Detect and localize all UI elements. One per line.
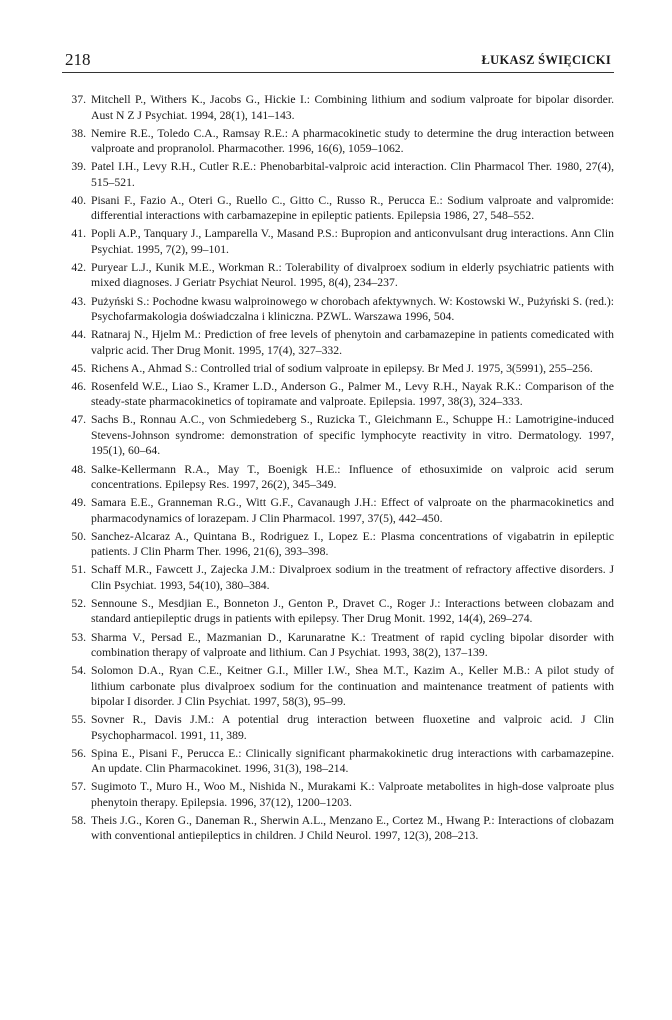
reference-text: Mitchell P., Withers K., Jacobs G., Hickie I.: Combining lithium and sodium valproate for bipolar disorder. Aust N Z J Psychiat. 1994, 28(1), 141–143. xyxy=(91,93,614,122)
reference-text: Richens A., Ahmad S.: Controlled trial of sodium valproate in epilepsy. Br Med J. 1975, 3(5991), 255–256. xyxy=(91,361,593,375)
reference-number: 50. xyxy=(71,529,86,543)
reference-text: Sharma V., Persad E., Mazmanian D., Karunaratne K.: Treatment of rapid cycling bipolar disorder with combination therapy of valproate and lithium. Can J Psychiat. 1993, 38(2), 137–139. xyxy=(91,630,614,659)
reference-number: 55. xyxy=(71,713,86,727)
reference-number: 40. xyxy=(71,193,86,207)
reference-number: 45. xyxy=(71,361,86,375)
reference-item xyxy=(62,327,614,358)
reference-text: Theis J.G., Koren G., Daneman R., Sherwin A.L., Menzano E., Cortez M., Hwang P.: Interactions of clobazam with conventional antiepileptics in children. J Child Neurol. 1997, 12(3), 208–213. xyxy=(91,813,614,843)
reference-item xyxy=(62,462,614,493)
reference-number: 48. xyxy=(71,462,86,476)
reference-item xyxy=(62,596,614,627)
page-number: 218 xyxy=(65,50,91,69)
reference-item xyxy=(62,495,614,526)
reference-item xyxy=(62,529,614,560)
reference-item xyxy=(62,226,614,257)
reference-number: 56. xyxy=(71,746,86,760)
reference-text: Ratnaraj N., Hjelm M.: Prediction of free levels of phenytoin and carbamazepine in patients comedicated with valpric acid. Ther Drug Monit. 1995, 17(4), 327–332. xyxy=(91,328,614,357)
reference-number: 37. xyxy=(71,93,86,106)
running-head-author: ŁUKASZ ŚWIĘCICKI xyxy=(481,53,611,67)
reference-number: 47. xyxy=(71,413,86,427)
reference-item xyxy=(62,92,614,123)
reference-number: 54. xyxy=(71,664,86,678)
reference-text: Pużyński S.: Pochodne kwasu walproinowego w chorobach afektywnych. W: Kostowski W., Pużyński S. (red.): Psychofarmakologia doświadczalna i kliniczna. PZWL. Warszawa 1996, 504. xyxy=(91,294,614,324)
reference-item xyxy=(62,746,614,777)
reference-number: 44. xyxy=(71,328,86,342)
reference-item xyxy=(62,663,614,710)
reference-text: Salke-Kellermann R.A., May T., Boenigk H.E.: Influence of ethosuximide on valproic acid serum concentrations. Epilepsy Res. 1997, 26(2), 345–349. xyxy=(91,462,614,492)
reference-text: Schaff M.R., Fawcett J., Zajecka J.M.: Divalproex sodium in the treatment of refractory affective disorders. J Clin Psychiat. 1993, 54(10), 380–384. xyxy=(91,563,614,592)
reference-item xyxy=(62,260,614,291)
reference-item xyxy=(62,193,614,224)
reference-text: Samara E.E., Granneman R.G., Witt G.F., Cavanaugh J.H.: Effect of valproate on the pharmacokinetics and pharmacodynamics of lorazepam. J Clin Pharmacol. 1997, 37(5), 442–450. xyxy=(91,496,614,525)
reference-text: Rosenfeld W.E., Liao S., Kramer L.D., Anderson G., Palmer M., Levy R.H., Nayak R.K.: Comparison of the steady-state pharmacokinetics of topiramate and valproate. Epilepsia. 1997, 38(3), 324–333. xyxy=(91,379,614,409)
page-header xyxy=(62,50,614,73)
reference-text: Patel I.H., Levy R.H., Cutler R.E.: Phenobarbital-valproic acid interaction. Clin Pharmacol Ther. 1980, 27(4), 515–521. xyxy=(91,160,614,189)
reference-item xyxy=(62,712,614,743)
reference-item xyxy=(62,779,614,810)
reference-number: 46. xyxy=(71,379,86,393)
reference-item xyxy=(62,379,614,410)
reference-item xyxy=(62,159,614,190)
reference-item xyxy=(62,562,614,593)
reference-item xyxy=(62,361,614,377)
reference-text: Sanchez-Alcaraz A., Quintana B., Rodriguez I., Lopez E.: Plasma concentrations of vigabatrin in epileptic patients. J Clin Pharm Ther. 1996, 21(6), 393–398. xyxy=(91,529,614,559)
reference-number: 43. xyxy=(71,294,86,308)
reference-item xyxy=(62,294,614,325)
reference-text: Popli A.P., Tanquary J., Lamparella V., Masand P.S.: Bupropion and anticonvulsant drug interactions. Ann Clin Psychiat. 1995, 7(2), 99–101. xyxy=(91,227,614,256)
reference-number: 41. xyxy=(71,227,86,241)
reference-item xyxy=(62,126,614,157)
reference-number: 53. xyxy=(71,630,86,644)
reference-number: 38. xyxy=(71,126,86,140)
reference-item xyxy=(62,412,614,459)
reference-number: 39. xyxy=(71,160,86,174)
reference-number: 51. xyxy=(71,563,86,577)
reference-text: Puryear L.J., Kunik M.E., Workman R.: Tolerability of divalproex sodium in elderly psychiatric patients with mixed diagnoses. J Geriatr Psychiat Neurol. 1995, 8(4), 234–237. xyxy=(91,260,614,290)
reference-item xyxy=(62,630,614,661)
reference-text: Solomon D.A., Ryan C.E., Keitner G.I., Miller I.W., Shea M.T., Kazim A., Keller M.B.: A pilot study of lithium carbonate plus divalproex sodium for the continuation and maintenance treatment of patients with bipolar I disorder. J Clin Psychiat. 1997, 58(3), 95–99. xyxy=(91,664,614,709)
reference-number: 58. xyxy=(71,813,86,827)
reference-number: 49. xyxy=(71,496,86,510)
reference-number: 52. xyxy=(71,596,86,610)
reference-number: 42. xyxy=(71,260,86,274)
reference-list xyxy=(62,92,614,847)
reference-text: Sennoune S., Mesdjian E., Bonneton J., Genton P., Dravet C., Roger J.: Interactions between clobazam and standard antiepileptic drugs in patients with epilepsy. Ther Drug Monit. 1992, 14(4), 269–274. xyxy=(91,596,614,626)
reference-text: Sachs B., Ronnau A.C., von Schmiedeberg S., Ruzicka T., Gleichmann E., Schuppe H.: Lamotrigine-induced Stevens-Johnson syndrome: demonstration of specific lymphocyte reactivity in vitro. Dermatology. 1997, 195(1), 60–64. xyxy=(91,413,614,458)
reference-text: Nemire R.E., Toledo C.A., Ramsay R.E.: A pharmacokinetic study to determine the drug interaction between valproate and propranolol. Pharmacother. 1996, 16(6), 1059–1062. xyxy=(91,126,614,156)
reference-text: Spina E., Pisani F., Perucca E.: Clinically significant pharmakokinetic drug interactions with carbamazepine. An update. Clin Pharmacokinet. 1996, 31(3), 198–214. xyxy=(91,746,614,776)
reference-item xyxy=(62,813,614,844)
reference-text: Sugimoto T., Muro H., Woo M., Nishida N., Murakami K.: Valproate metabolites in high-dose valproate plus phenytoin therapy. Epilepsia. 1996, 37(12), 1200–1203. xyxy=(91,780,614,809)
reference-text: Sovner R., Davis J.M.: A potential drug interaction between fluoxetine and valproic acid. J Clin Psychopharmacol. 1991, 11, 389. xyxy=(91,713,614,742)
reference-number: 57. xyxy=(71,780,86,794)
reference-text: Pisani F., Fazio A., Oteri G., Ruello C., Gitto C., Russo R., Perucca E.: Sodium valproate and valpromide: differential interactions with carbamazepine in epileptic patients. Epilepsia 1986, 27, 548–552. xyxy=(91,193,614,223)
